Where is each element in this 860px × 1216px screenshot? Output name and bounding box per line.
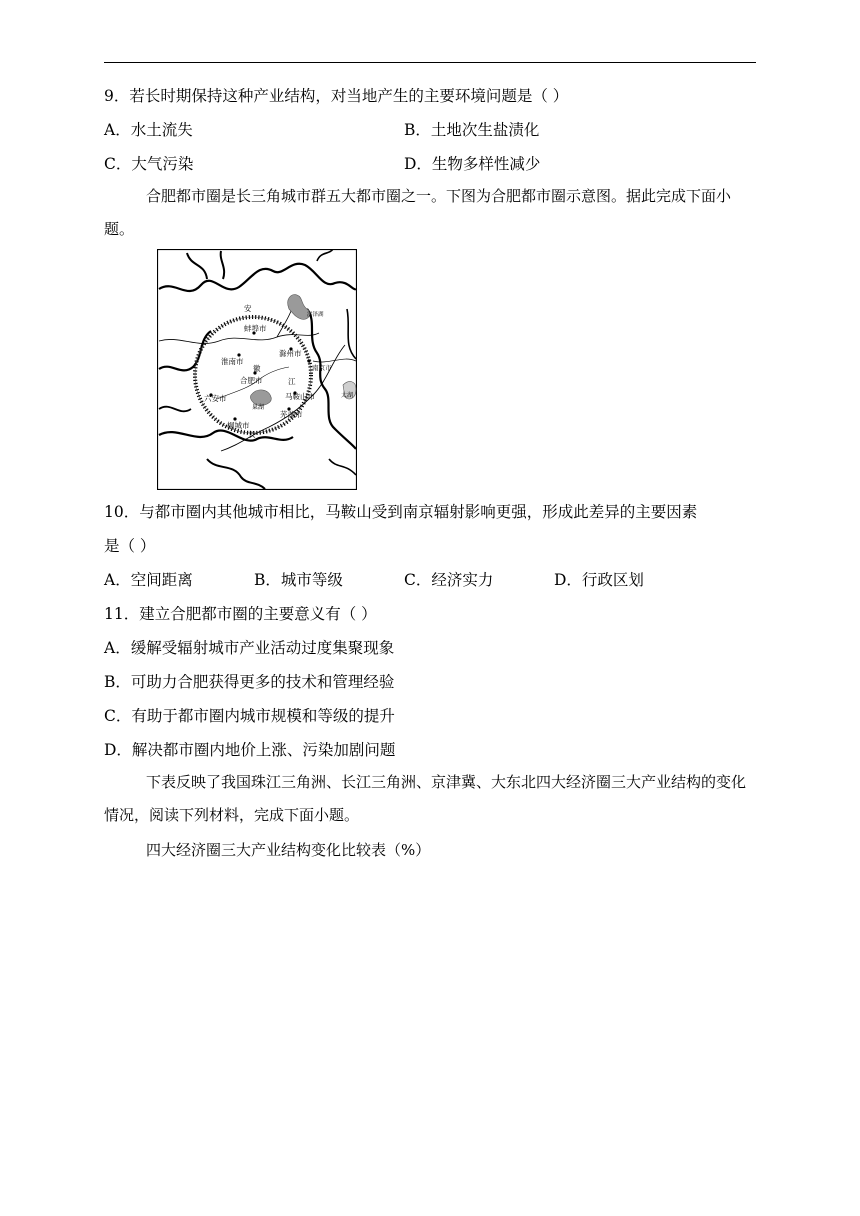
intro-table-text: 下表反映了我国珠江三角洲、长江三角洲、京津冀、大东北四大经济圈三大产业结构的变化情况，阅读下列材料，完成下面小题。	[104, 773, 747, 824]
map-label-chaohu: 巢湖	[252, 404, 265, 411]
map-label-tongcheng: 桐城市	[227, 421, 250, 430]
map-label-nanjing: 南京市	[312, 364, 332, 372]
map-label-chuzhou: 滁州市	[279, 349, 302, 358]
map-label-jiang: 江	[288, 377, 296, 386]
q11-option-b: B．可助力合肥获得更多的技术和管理经验	[104, 673, 395, 691]
q10-stem-line2: 是（ ）	[104, 537, 156, 555]
map-label-taihu: 太湖	[341, 392, 354, 399]
q10-option-c: C．经济实力	[404, 571, 494, 589]
map-label-maanshan: 马鞍山市	[285, 392, 315, 401]
intro-hefei-text: 合肥都市圈是长三角城市群五大都市圈之一。下图为合肥都市圈示意图。据此完成下面小题。	[104, 187, 732, 238]
q11-stem: 11．建立合肥都市圈的主要意义有（ ）	[104, 605, 377, 623]
q11-option-c: C．有助于都市圈内城市规模和等级的提升	[104, 707, 395, 725]
map-label-bengbu: 蚌埠市	[244, 324, 267, 333]
q10-stem-line1: 10．与都市圈内其他城市相比，马鞍山受到南京辐射影响更强，形成此差异的主要因素	[104, 503, 698, 521]
map-label-huainan: 淮南市	[221, 357, 244, 366]
hefei-metro-map	[157, 249, 357, 490]
map-label-hefei: 合肥市	[240, 376, 263, 385]
header-rule	[104, 62, 756, 63]
map-label-hui: 徽	[253, 364, 261, 373]
map-label-liuan: 六安市	[204, 394, 227, 403]
q11-option-a: A．缓解受辐射城市产业活动过度集聚现象	[104, 639, 395, 657]
map-label-chang: 长	[248, 430, 256, 439]
q10-option-d: D．行政区划	[554, 571, 644, 589]
q10-option-a: A．空间距离	[104, 571, 193, 589]
q11-option-d: D．解决都市圈内地价上涨、污染加剧问题	[104, 741, 396, 759]
q9-option-a: A．水土流失	[104, 121, 193, 139]
intro-table-paragraph	[104, 766, 756, 832]
q9-option-d: D．生物多样性减少	[404, 155, 541, 173]
map-label-wuhu: 芜湖市	[280, 410, 303, 419]
map-label-hongze: 洪泽湖	[307, 312, 324, 318]
q9-option-c: C．大气污染	[104, 155, 194, 173]
map-label-an: 安	[244, 304, 252, 313]
q9-option-b: B．土地次生盐渍化	[404, 121, 540, 139]
table-caption: 四大经济圈三大产业结构变化比较表（%）	[146, 841, 431, 859]
q10-option-b: B．城市等级	[254, 571, 343, 589]
intro-hefei-paragraph	[104, 180, 756, 246]
q9-stem: 9．若长时期保持这种产业结构，对当地产生的主要环境问题是（ ）	[104, 87, 569, 105]
